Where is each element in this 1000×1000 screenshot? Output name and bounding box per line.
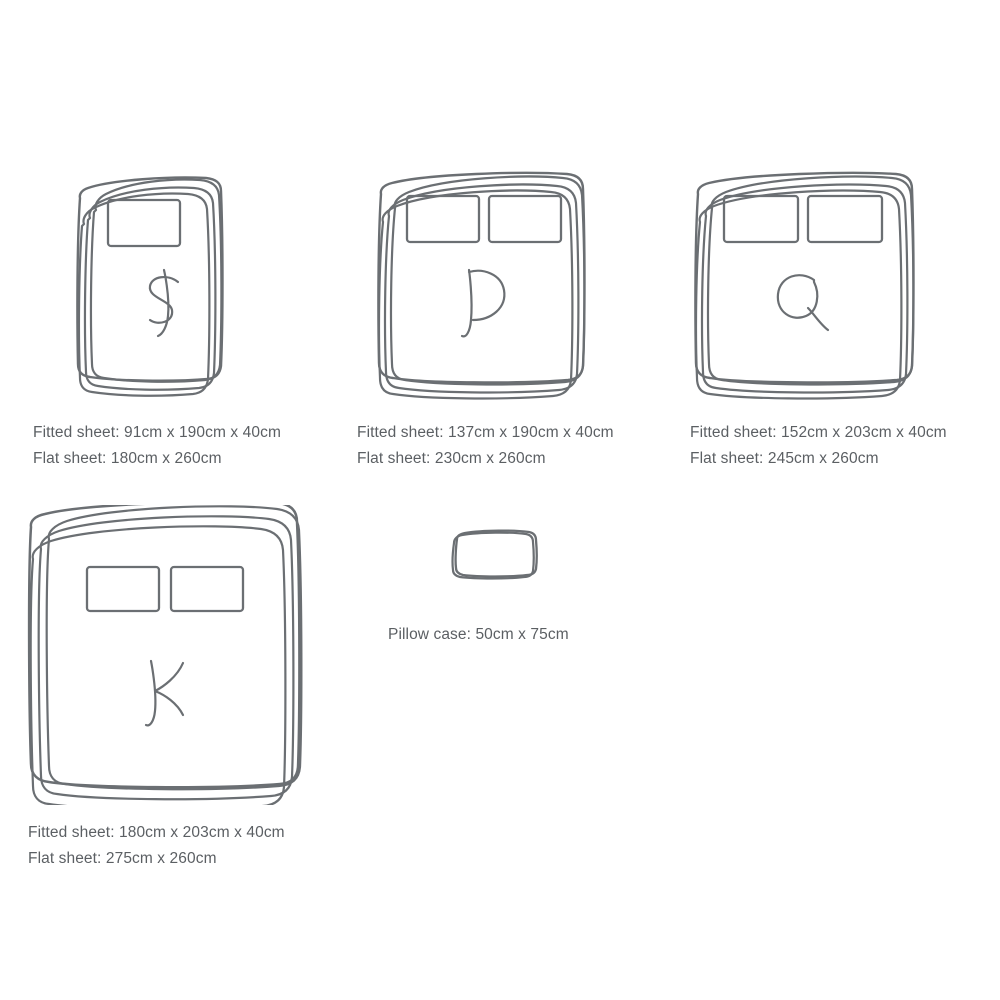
caption-line: Pillow case: 50cm x 75cm <box>388 626 569 643</box>
caption-line: Flat sheet: 230cm x 260cm <box>357 450 546 467</box>
bed-illustration-double <box>365 150 615 400</box>
caption-line: Fitted sheet: 152cm x 203cm x 40cm <box>690 424 947 441</box>
bed-illustration-single <box>60 150 260 400</box>
queen-bed-drawing <box>680 150 945 400</box>
caption-line: Fitted sheet: 91cm x 190cm x 40cm <box>33 424 281 441</box>
bed-illustration-queen <box>680 150 945 400</box>
caption-line: Flat sheet: 275cm x 260cm <box>28 850 217 867</box>
caption-line: Flat sheet: 245cm x 260cm <box>690 450 879 467</box>
caption-queen <box>690 420 947 472</box>
pillow-case-drawing <box>440 525 550 595</box>
bed-illustration-king <box>5 505 335 805</box>
caption-line: Flat sheet: 180cm x 260cm <box>33 450 222 467</box>
double-bed-drawing <box>365 150 615 400</box>
king-bed-drawing <box>5 505 335 805</box>
caption-pillow <box>388 622 569 648</box>
caption-line: Fitted sheet: 137cm x 190cm x 40cm <box>357 424 614 441</box>
pillow-illustration <box>440 525 550 595</box>
caption-double <box>357 420 614 472</box>
caption-line: Fitted sheet: 180cm x 203cm x 40cm <box>28 824 285 841</box>
single-bed-drawing <box>60 150 260 400</box>
caption-king <box>28 820 285 872</box>
caption-single <box>33 420 281 472</box>
